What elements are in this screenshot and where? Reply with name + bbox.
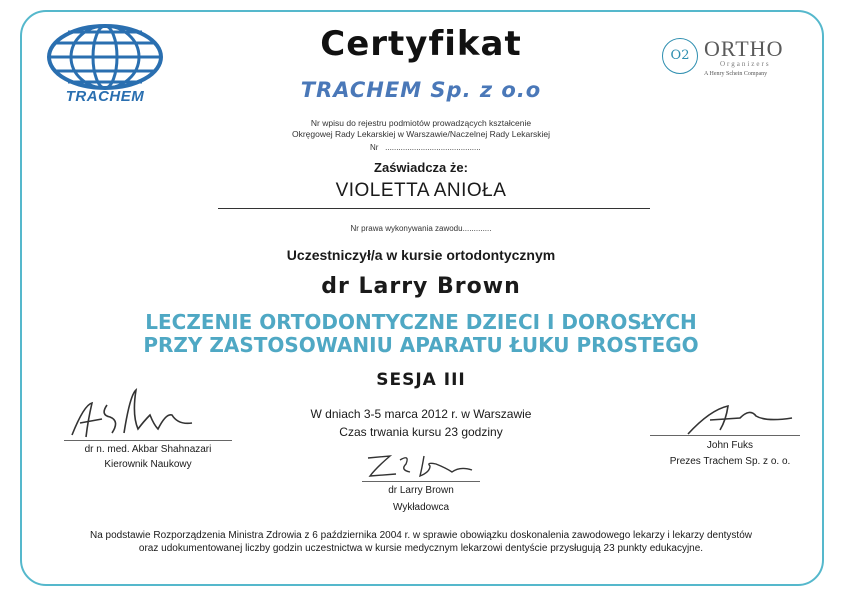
course-duration: Czas trwania kursu 23 godziny [339,425,503,439]
registry-line-2: Okręgowej Rady Lekarskiej w Warszawie/Naczelnej Rady Lekarskiej [291,129,551,139]
lecturer-heading: dr Larry Brown [321,274,521,299]
registry-number [370,143,481,152]
registry-nr-label: Nr [370,143,379,152]
signatory-left-role: Kierownik Naukowy [104,459,192,470]
signature-left [62,385,212,445]
signatory-right-name: John Fuks [706,440,754,451]
certificate-title: Certyfikat [320,24,522,64]
company-name: TRACHEM Sp. z o.o [300,78,542,102]
footer-line-2: oraz udokumentowanej liczby godzin uczestnictwa w kursie medycznym lekarzowi dentyście przysługują 23 punkty edukacyjne. [138,543,704,554]
trachem-logo-text: TRACHEM [65,88,145,105]
ortho-tagline: A Henry Schein Company [704,71,768,77]
session-label: SESJA III [376,370,466,390]
participation-text: Uczestniczył/a w kursie ortodontycznym [286,247,556,263]
ortho-sub: Organizers [720,60,771,68]
course-title-line-2: PRZY ZASTOSOWANIU APARATU ŁUKU PROSTEGO [143,333,699,357]
ortho-brand: ORTHO [704,36,784,61]
registry-nr-value: ........................................... [385,143,481,152]
signatory-right-role: Prezes Trachem Sp. z o. o. [669,456,791,467]
registry-line-1: Nr wpisu do rejestru podmiotów prowadzących kształcenie [310,118,532,128]
signatory-center-name: dr Larry Brown [388,485,454,496]
signatory-center-role: Wykładowca [392,502,450,513]
signature-right [680,400,800,440]
course-title-line-1: LECZENIE ORTODONTYCZNE DZIECI I DOROSŁYCH [145,310,697,334]
signature-line-center [362,481,480,482]
signature-line-left [64,440,232,441]
o2-icon: O2 [662,38,698,74]
footer-line-1: Na podstawie Rozporządzenia Ministra Zdrowia z 6 października 2004 r. w sprawie obowiązku doskonalenia zawodowego lekarzy i lekarzy dentystów [89,530,752,541]
signature-line-right [650,435,800,436]
signature-center [360,448,480,483]
certifies-label: Zaświadcza że: [374,160,468,175]
course-dates: W dniach 3-5 marca 2012 r. w Warszawie [310,407,532,421]
recipient-name: VIOLETTA ANIOŁA [335,180,507,201]
license-number: Nr prawa wykonywania zawodu............. [350,224,492,233]
name-underline [218,208,650,209]
signatory-left-name: dr n. med. Akbar Shahnazari [84,444,212,455]
